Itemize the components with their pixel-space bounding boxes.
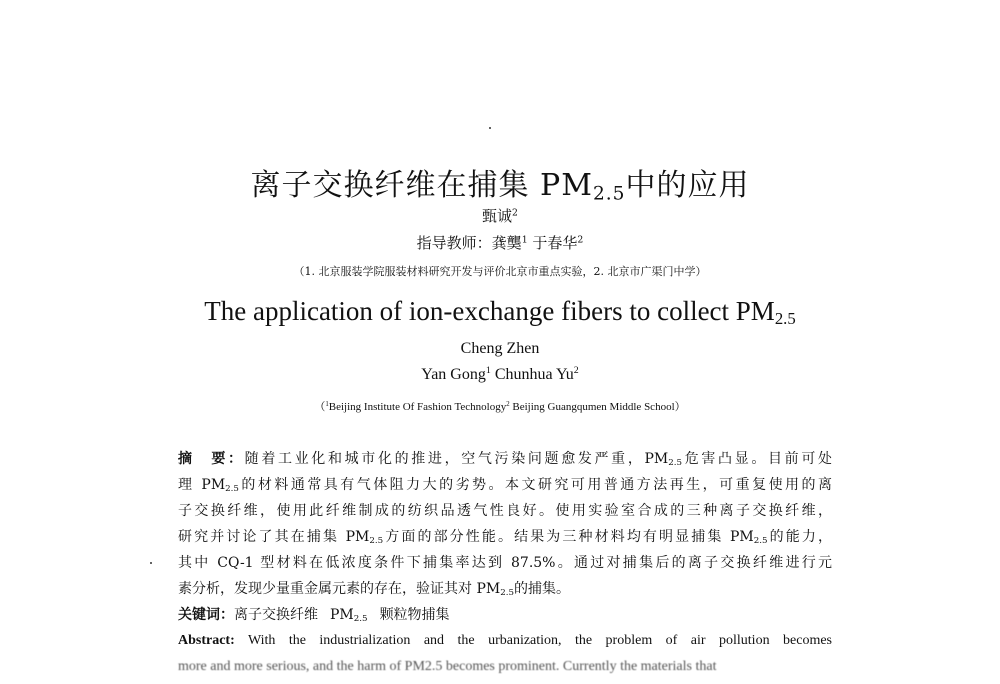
- abstract-label: 摘 要：: [178, 451, 245, 467]
- keywords-label: 关键词：: [178, 607, 234, 623]
- abstract-section: [178, 452, 832, 674]
- keywords-line: [178, 607, 832, 625]
- english-abstract-line: Abstract: With the industrialization and the urbanization, the problem of air pollution becomes: [178, 633, 832, 648]
- english-title: The application of ion-exchange fibers to collect $PM_{2.5}$: [204, 296, 796, 329]
- abstract-line: 子交换纤维，使用此纤维制成的纺织品透气性良好。使用实验室合成的三种离子交换纤维，: [178, 503, 832, 519]
- abstract-line: 理 $PM_{2.5}$的材料通常具有气体阻力大的劣势。本文研究可用普通方法再生，可重复使用的离: [178, 477, 832, 495]
- speck-mark: [489, 127, 491, 129]
- english-abstract-label: Abstract:: [178, 633, 235, 648]
- abstract-line: 摘 要：随着工业化和城市化的推进，空气污染问题愈发严重，$PM_{2.5}$危害凸显。目前可处: [178, 451, 833, 469]
- english-abstract-line-cut: more and more serious, and the harm of PM2.5 becomes prominent. Currently the materials that: [178, 659, 717, 674]
- affiliation-chinese: （1. 北京服装学院服装材料研究开发与评价北京市重点实验，2. 北京市广渠门中学）: [293, 265, 707, 278]
- advisors-chinese: 指导教师：龚龑$^1$ 于春华$^2$: [416, 234, 584, 252]
- keyword: $PM_{2.5}$: [330, 607, 368, 625]
- chinese-title: 离子交换纤维在捕集 $PM_{2.5}$中的应用: [250, 168, 750, 205]
- abstract-line: 其中 CQ-1 型材料在低浓度条件下捕集率达到 87.5%。通过对捕集后的离子交换纤维进行元: [178, 555, 832, 571]
- advisors-english: Yan Gong$^1$ Chunhua Yu$^2$: [421, 365, 579, 383]
- author-chinese: 甄诚$^2$: [482, 207, 518, 225]
- keyword: 离子交换纤维: [234, 607, 318, 623]
- speck-mark: [150, 562, 152, 564]
- affiliation-english: （$^1$Beijing Institute Of Fashion Technology$^2$ Beijing Guangqumen Middle School）: [314, 400, 686, 413]
- abstract-line: 素分析，发现少量重金属元素的存在，验证其对 $PM_{2.5}$的捕集。: [178, 581, 571, 599]
- abstract-line: 研究并讨论了其在捕集 $PM_{2.5}$方面的部分性能。结果为三种材料均有明显捕集 $PM_{2.5}$的能力，: [178, 529, 832, 547]
- author-english: Cheng Zhen: [460, 340, 540, 357]
- keyword: 颗粒物捕集: [379, 607, 450, 623]
